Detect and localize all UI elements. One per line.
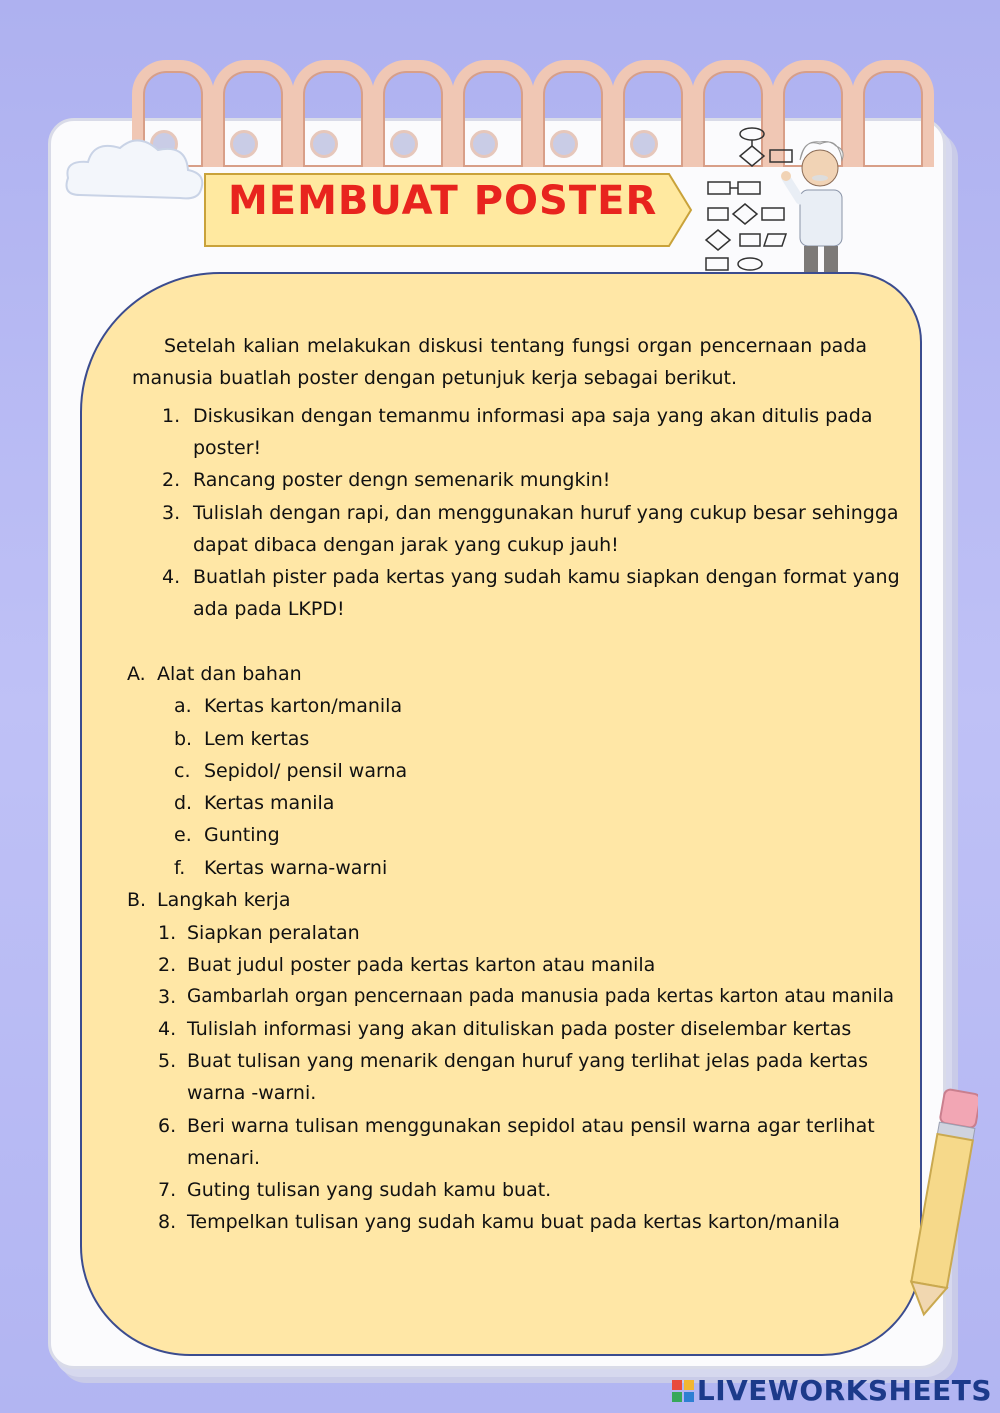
list-item: Sepidol/ pensil warna bbox=[204, 760, 408, 782]
instruction-text: Diskusikan dengan temanmu informasi apa saja yang akan ditulis pada bbox=[193, 405, 873, 427]
step-number: 7. bbox=[158, 1179, 177, 1201]
step-number: 2. bbox=[158, 954, 177, 976]
list-item-letter: b. bbox=[174, 728, 193, 750]
intro-paragraph: Setelah kalian melakukan diskusi tentang fungsi organ pencernaan pada manusia buatlah poster dengan petunjuk kerja sebagai berikut. bbox=[132, 335, 867, 389]
ring-hole bbox=[230, 130, 258, 158]
list-item: Lem kertas bbox=[204, 728, 310, 750]
list-item: Kertas manila bbox=[204, 792, 335, 814]
step-text: Gambarlah organ pencernaan pada manusia pada kertas karton atau manila bbox=[187, 986, 895, 1007]
cloud-icon bbox=[60, 130, 210, 210]
liveworksheets-logo[interactable] bbox=[672, 1374, 992, 1407]
instruction-text: poster! bbox=[193, 437, 262, 459]
step-number: 4. bbox=[158, 1018, 177, 1040]
section-heading: Alat dan bahan bbox=[157, 663, 302, 685]
ring-hole bbox=[470, 130, 498, 158]
step-number: 1. bbox=[158, 922, 177, 944]
list-item: Gunting bbox=[204, 824, 280, 846]
section-heading: Langkah kerja bbox=[157, 889, 291, 911]
step-text: Buat judul poster pada kertas karton atau manila bbox=[187, 954, 656, 976]
step-text: Siapkan peralatan bbox=[187, 922, 360, 944]
ring-hole bbox=[310, 130, 338, 158]
liveworksheets-icon bbox=[672, 1380, 694, 1402]
step-text: warna -warni. bbox=[187, 1082, 317, 1104]
instruction-text: Tulislah dengan rapi, dan menggunakan huruf yang cukup besar sehingga bbox=[193, 502, 899, 524]
instruction-text: ada pada LKPD! bbox=[193, 598, 345, 620]
list-item-letter: d. bbox=[174, 792, 193, 814]
instruction-number: 2. bbox=[162, 469, 181, 491]
list-item-letter: a. bbox=[174, 695, 192, 717]
step-number: 3. bbox=[158, 986, 177, 1008]
list-item-letter: f. bbox=[174, 857, 186, 879]
step-text: Guting tulisan yang sudah kamu buat. bbox=[187, 1179, 552, 1201]
instruction-number: 1. bbox=[162, 405, 181, 427]
spiral-ring bbox=[852, 60, 934, 167]
pencil-icon bbox=[908, 1080, 978, 1320]
instruction-number: 3. bbox=[162, 502, 181, 524]
list-item-letter: e. bbox=[174, 824, 192, 846]
instruction-number: 4. bbox=[162, 566, 181, 588]
step-number: 8. bbox=[158, 1211, 177, 1233]
instruction-text: Buatlah pister pada kertas yang sudah kamu siapkan dengan format yang bbox=[193, 566, 900, 588]
page-title: MEMBUAT POSTER bbox=[228, 178, 658, 224]
step-text: Buat tulisan yang menarik dengan huruf yang terlihat jelas pada kertas bbox=[187, 1050, 868, 1072]
brand-name: LIVEWORKSHEETS bbox=[696, 1374, 992, 1407]
instruction-text: dapat dibaca dengan jarak yang cukup jauh! bbox=[193, 534, 619, 556]
list-item-letter: c. bbox=[174, 760, 191, 782]
list-item: Kertas karton/manila bbox=[204, 695, 403, 717]
ring-hole bbox=[550, 130, 578, 158]
step-text: Tulislah informasi yang akan dituliskan pada poster diselembar kertas bbox=[187, 1018, 852, 1040]
step-number: 5. bbox=[158, 1050, 177, 1072]
ring-hole bbox=[630, 130, 658, 158]
ring-hole bbox=[390, 130, 418, 158]
section-label: B. bbox=[127, 889, 147, 911]
step-number: 6. bbox=[158, 1115, 177, 1137]
step-text: Beri warna tulisan menggunakan sepidol atau pensil warna agar terlihat bbox=[187, 1115, 875, 1137]
list-item: Kertas warna-warni bbox=[204, 857, 388, 879]
instruction-text: Rancang poster dengn semenarik mungkin! bbox=[193, 469, 611, 491]
step-text: menari. bbox=[187, 1147, 261, 1169]
section-label: A. bbox=[127, 663, 146, 685]
step-text: Tempelkan tulisan yang sudah kamu buat pada kertas karton/manila bbox=[187, 1211, 840, 1233]
